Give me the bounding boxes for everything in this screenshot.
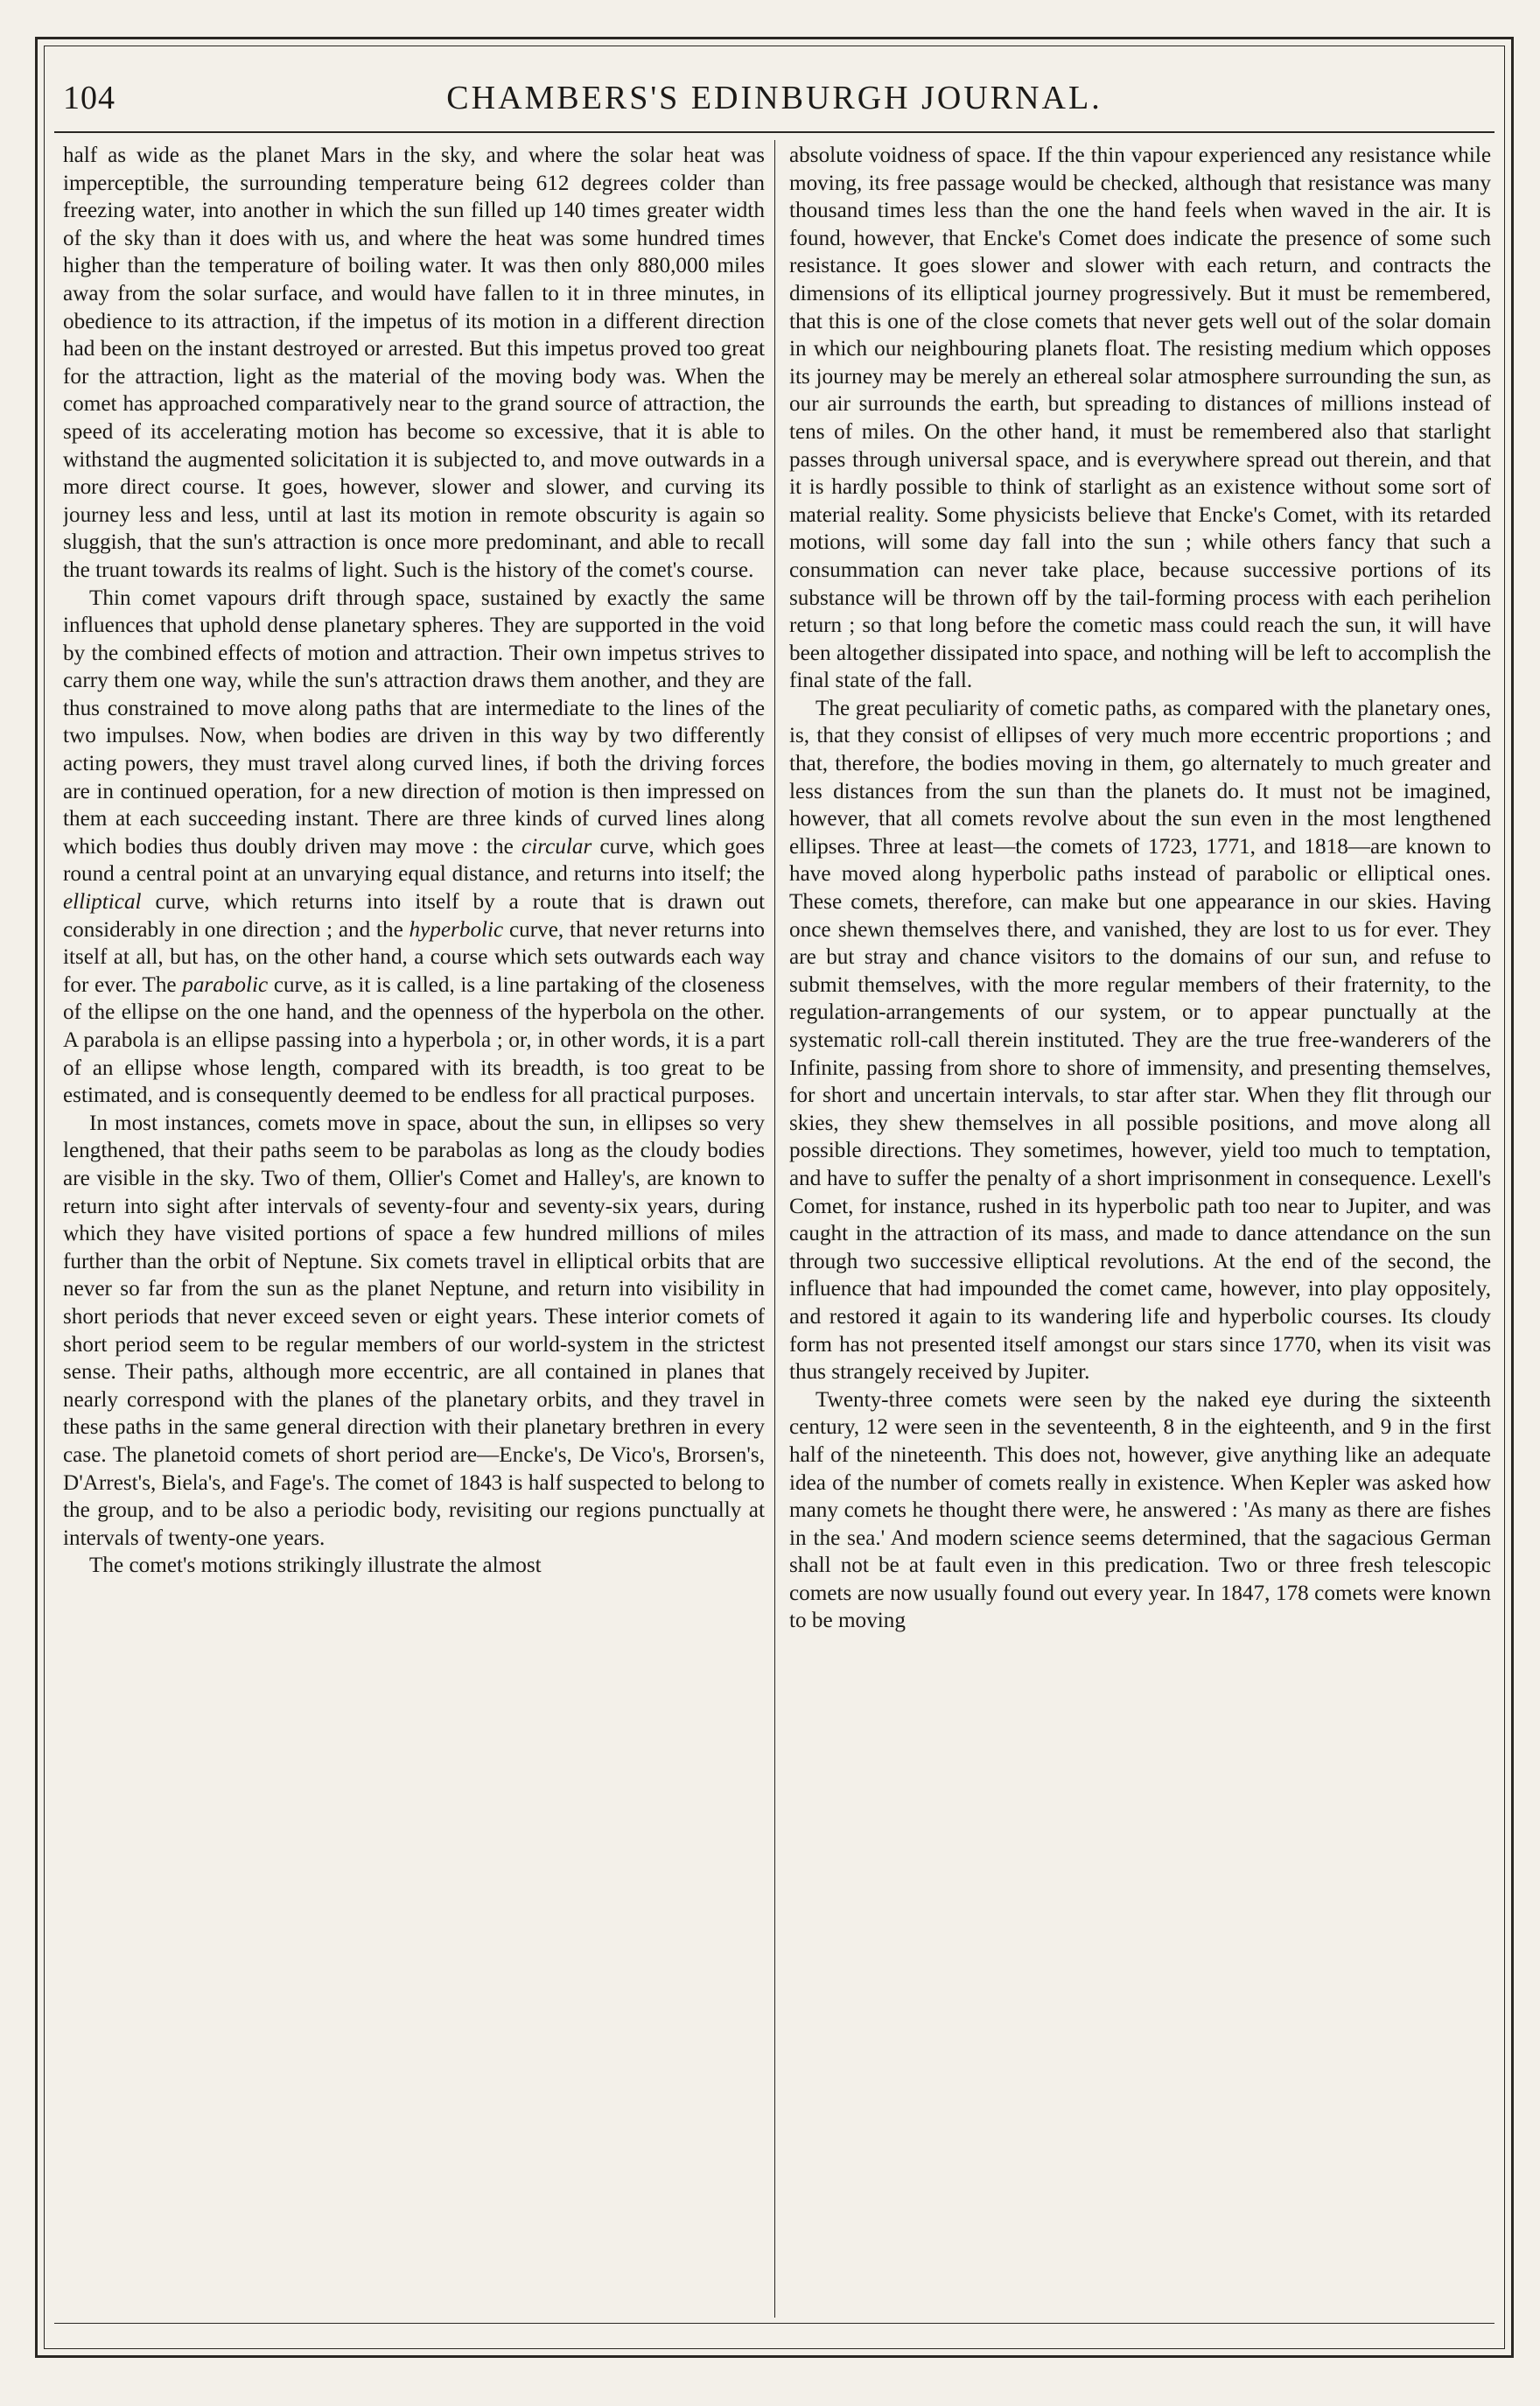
- paragraph-comet-perihelion: half as wide as the planet Mars in the sky, and where the solar heat was imperceptible, the surrounding temperature being 612 degrees colder than freezing water, into another in which the sun filled up 140 times greater width of the sky than it does with us, and where the heat was some hundred times higher than the temperature of boiling water. It was then only 880,000 miles away from the solar surface, and would have fallen to it in three minutes, in obedience to its attraction, if the impetus of its motion in a different direction had been on the instant destroyed or arrested. But this impetus proved too great for the attraction, light as the material of the moving body was. When the comet has approached comparatively near to the grand source of attraction, the speed of its accelerating motion has become so excessive, that it is able to withstand the augmented solicitation it is subjected to, and move outwards in a more direct course. It goes, however, slower and slower, and curving its journey less and less, until at last its motion in remote obscurity is again so sluggish, that the sun's attraction is once more predominant, and able to recall the truant towards its realms of light. Such is the history of the comet's course.: [63, 144, 765, 582]
- left-column: [63, 142, 765, 2316]
- text-run: curve, which returns into itself by a route that is drawn out considerably in one direction ; and the: [63, 890, 765, 942]
- paragraph-curved-paths: [63, 585, 765, 1110]
- emphasis-circular: circular: [522, 834, 592, 859]
- text-run: curve, which goes round a central point at an unvarying equal distance, and returns into itself; the: [63, 834, 765, 887]
- paragraph-cometic-paths: The great peculiarity of cometic paths, as compared with the planetary ones, is, that they consist of ellipses of very much more eccentric proportions ; and that, therefore, the bodies moving in them, go alternately to much greater and less distances from the sun than the planets do. It must not be imagined, however, that all comets revolve about the sun even in the most lengthened ellipses. Three at least—the comets of 1723, 1771, and 1818—are known to have moved along hyperbolic paths instead of parabolic or elliptical ones. These comets, therefore, can make but one appearance in our skies. Having once shewn themselves there, and vanished, they are lost to us for ever. They are but stray and chance visitors to the domains of our sun, and refuse to submit themselves, with the more regular members of their fraternity, to the regulation-arrangements of our system, or to appear punctually at the systematic roll-call therein instituted. They are the true free-wanderers of the Infinite, passing from shore to shore of immensity, and presenting themselves, for short and uncertain intervals, to star after star. When they flit through our skies, they shew themselves in all possible positions, and move along all possible directions. They sometimes, however, yield too much to temptation, and have to suffer the penalty of a short imprisonment in consequence. Lexell's Comet, for instance, rushed in its hyperbolic path too near to Jupiter, and was caught in the attraction of its mass, and made to dance attendance on the sun through two successive elliptical revolutions. At the end of the second, the influence that had impounded the comet came, however, into play oppositely, and restored it again to its wandering life and hyperbolic courses. Its cloudy form has not presented itself amongst our stars since 1770, when its visit was thus strangely received by Jupiter.: [789, 696, 1491, 1385]
- footer-rule: [54, 2323, 1494, 2324]
- text-run: curve, that never returns into itself at all, but has, on the other hand, a course which sets outwards each way for ever. The: [63, 917, 765, 997]
- text-run: Thin comet vapours drift through space, sustained by exactly the same influences that uphold dense planetary spheres. They are supported in the void by the combined effects of motion and attraction. Their own impetus strives to carry them one way, while the sun's attraction draws them another, and they are thus constrained to move along paths that are intermediate to the lines of the two impulses. Now, when bodies are driven in this way by two differently acting powers, they must travel along curved lines, if both the driving forces are in continued operation, for a new direction of motion is then impressed on them at each succeeding instant. There are three kinds of curved lines along which bodies thus doubly driven may move : the: [63, 586, 765, 859]
- emphasis-hyperbolic: hyperbolic: [409, 917, 504, 942]
- text-run: curve, as it is called, is a line partaking of the closeness of the ellipse on the one hand, and the openness of the hyperbola on the other. A parabola is an ellipse passing into a hyperbola ; or, in other words, it is a part of an ellipse whose length, compared with its breadth, is too great to be estimated, and is consequently deemed to be endless for all practical purposes.: [63, 972, 765, 1108]
- paragraph-resisting-medium: absolute voidness of space. If the thin vapour experienced any resistance while moving, its free passage would be checked, although that resistance was many thousand times less than the one the hand feels when waved in the air. It is found, however, that Encke's Comet does indicate the presence of some such resistance. It goes slower and slower with each return, and contracts the dimensions of its elliptical journey progressively. But it must be remembered, that this is one of the close comets that never gets well out of the solar domain in which our neighbouring planets float. The resisting medium which opposes its journey may be merely an ethereal solar atmosphere surrounding the sun, as our air surrounds the earth, but spreading to distances of millions instead of tens of miles. On the other hand, it must be remembered also that starlight passes through universal space, and is everywhere spread out therein, and that it is hardly possible to think of starlight as an existence without some sort of material reality. Some physicists believe that Encke's Comet, with its retarded motions, will some day fall into the sun ; while others fancy that such a consummation can never take place, because successive portions of its substance will be thrown off by the tail-forming process with each perihelion return ; so that long before the cometic mass could reach the sun, it will have been altogether dissipated into space, and nothing will be left to accomplish the final state of the fall.: [789, 144, 1491, 693]
- paragraph-periodic-comets: In most instances, comets move in space, about the sun, in ellipses so very lengthened, that their paths seem to be parabolas as long as the cloudy bodies are visible in the sky. Two of them, Ollier's Comet and Halley's, are known to return into sight after intervals of seventy-four and seventy-six years, during which they have visited portions of space a few hundred millions of miles further than the orbit of Neptune. Six comets travel in elliptical orbits that are never so far from the sun as the planet Neptune, and return into visibility in short periods that never exceed seven or eight years. These interior comets of short period seem to be regular members of our world-system in the strictest sense. Their paths, although more eccentric, are all contained in planes that nearly correspond with the planes of the planetary orbits, and they travel in these paths in the same general direction with their planetary brethren in every case. The planetoid comets of short period are—Encke's, De Vico's, Brorsen's, D'Arrest's, Biela's, and Fage's. The comet of 1843 is half suspected to belong to the group, and to be also a periodic body, revisiting our regions punctually at intervals of twenty-one years.: [63, 1111, 765, 1550]
- journal-title: CHAMBERS'S EDINBURGH JOURNAL.: [446, 80, 1102, 116]
- paragraph-comet-motions: The comet's motions strikingly illustrate the almost: [89, 1554, 542, 1578]
- page-number: 104: [63, 80, 116, 116]
- page-header: [54, 77, 1494, 130]
- header-rule: [54, 131, 1494, 133]
- emphasis-elliptical: elliptical: [63, 890, 142, 915]
- emphasis-parabolic: parabolic: [182, 972, 269, 997]
- right-column: [789, 142, 1491, 2316]
- paragraph-comet-counts: Twenty-three comets were seen by the naked eye during the sixteenth century, 12 were seen in the seventeenth, 8 in the eighteenth, and 9 in the first half of the nineteenth. This does not, however, give anything like an adequate idea of the number of comets really in existence. When Kepler was asked how many comets he thought there were, he answered : 'As many as there are fishes in the sea.' And modern science seems determined, that the sagacious German shall not be at fault even in this predication. Two or three fresh telescopic comets are now usually found out every year. In 1847, 178 comets were known to be moving: [789, 1387, 1491, 1633]
- column-divider: [774, 140, 775, 2318]
